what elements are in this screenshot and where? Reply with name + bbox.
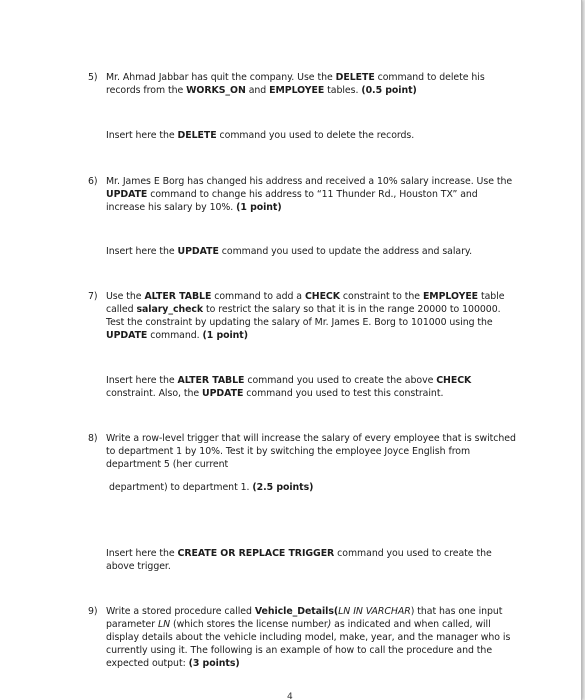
points-label: (3 points) [188, 658, 240, 669]
page-number: 4 [287, 692, 293, 700]
question-number: 5) [88, 72, 98, 83]
document-page: 5) Mr. Ahmad Jabbar has quit the company. Use the DELETE command to delete his records from the WORKS_ON and EMPLOYEE tables. (0.5 point) Insert here the DELETE command you used to delete the records. 6) Mr. James E Borg has changed his address and received a 10% salary increase. Use the UPDATE command to change his address to “11 Thunder Rd., Houston TX” and increase his salary by 10%. (1 point) Insert here the UPDATE command you used to update the address and salary. 7) Use the ALTER TABLE command to add a CHECK constraint to the EMPLOYEE table called salary_check to restrict the salary so that it is in the range 20000 to 100000. Test the constraint by updating the salary of Mr. James E. Borg to 101000 using the UPDATE command. (1 point) Insert here the ALTER TABLE command you used to create the above CHECK constraint. Also, the UPDATE command you used to test this constraint. 8) Write a row-level trigger that will increase the salary of every employee that is switched to department 1 by 10%. Test it by switching the employee Joyce English from department 5 (her current department) to department 1. (2.5 points) Insert here the CREATE OR REPLACE TRIGGER command you used to create the above trigger. 9) Write a stored procedure called Vehicle_Details(LN IN VARCHAR) that has one input parameter LN (which stores the license number) as indicated and when called, will display details about the vehicle including model, make, year, and the manager who is currently using it. The following is an example of how to call the procedure and the expected output: (3 points) 4 [0, 0, 582, 700]
question-text: Write a stored procedure called Vehicle_Details(LN IN VARCHAR) that has one input parameter LN (which stores the license number) as indicated and when called, will display details about the vehicle including model, make, year, and the manager who is currently using it. The following is an example of how to call the procedure and the expected output: (3 points) [106, 606, 511, 669]
question-text: Mr. James E Borg has changed his address and received a 10% salary increase. Use the UPDATE command to change his address to “11 Thunder Rd., Houston TX” and increase his salary by 10%. (1 point) [106, 176, 513, 213]
question-number: 9) [88, 606, 98, 617]
question-text: Write a row-level trigger that will increase the salary of every employee that is switched to department 1 by 10%. Test it by switching the employee Joyce English from department 5 (her current [106, 433, 516, 470]
question-text: Mr. Ahmad Jabbar has quit the company. Use the DELETE command to delete his records from the WORKS_ON and EMPLOYEE tables. (0.5 point) [106, 72, 485, 96]
points-label: (0.5 point) [361, 85, 417, 96]
points-label: (2.5 points) [252, 482, 314, 493]
question-text: Use the ALTER TABLE command to add a CHECK constraint to the EMPLOYEE table called salary_check to restrict the salary so that it is in the range 20000 to 100000. Test the constraint by updating the salary of Mr. James E. Borg to 101000 using the UPDATE command. (1 point) [106, 291, 505, 341]
points-label: (1 point) [236, 202, 282, 213]
question-number: 7) [88, 291, 98, 302]
question-number: 8) [88, 433, 98, 444]
points-label: (1 point) [202, 330, 248, 341]
question-number: 6) [88, 176, 98, 187]
